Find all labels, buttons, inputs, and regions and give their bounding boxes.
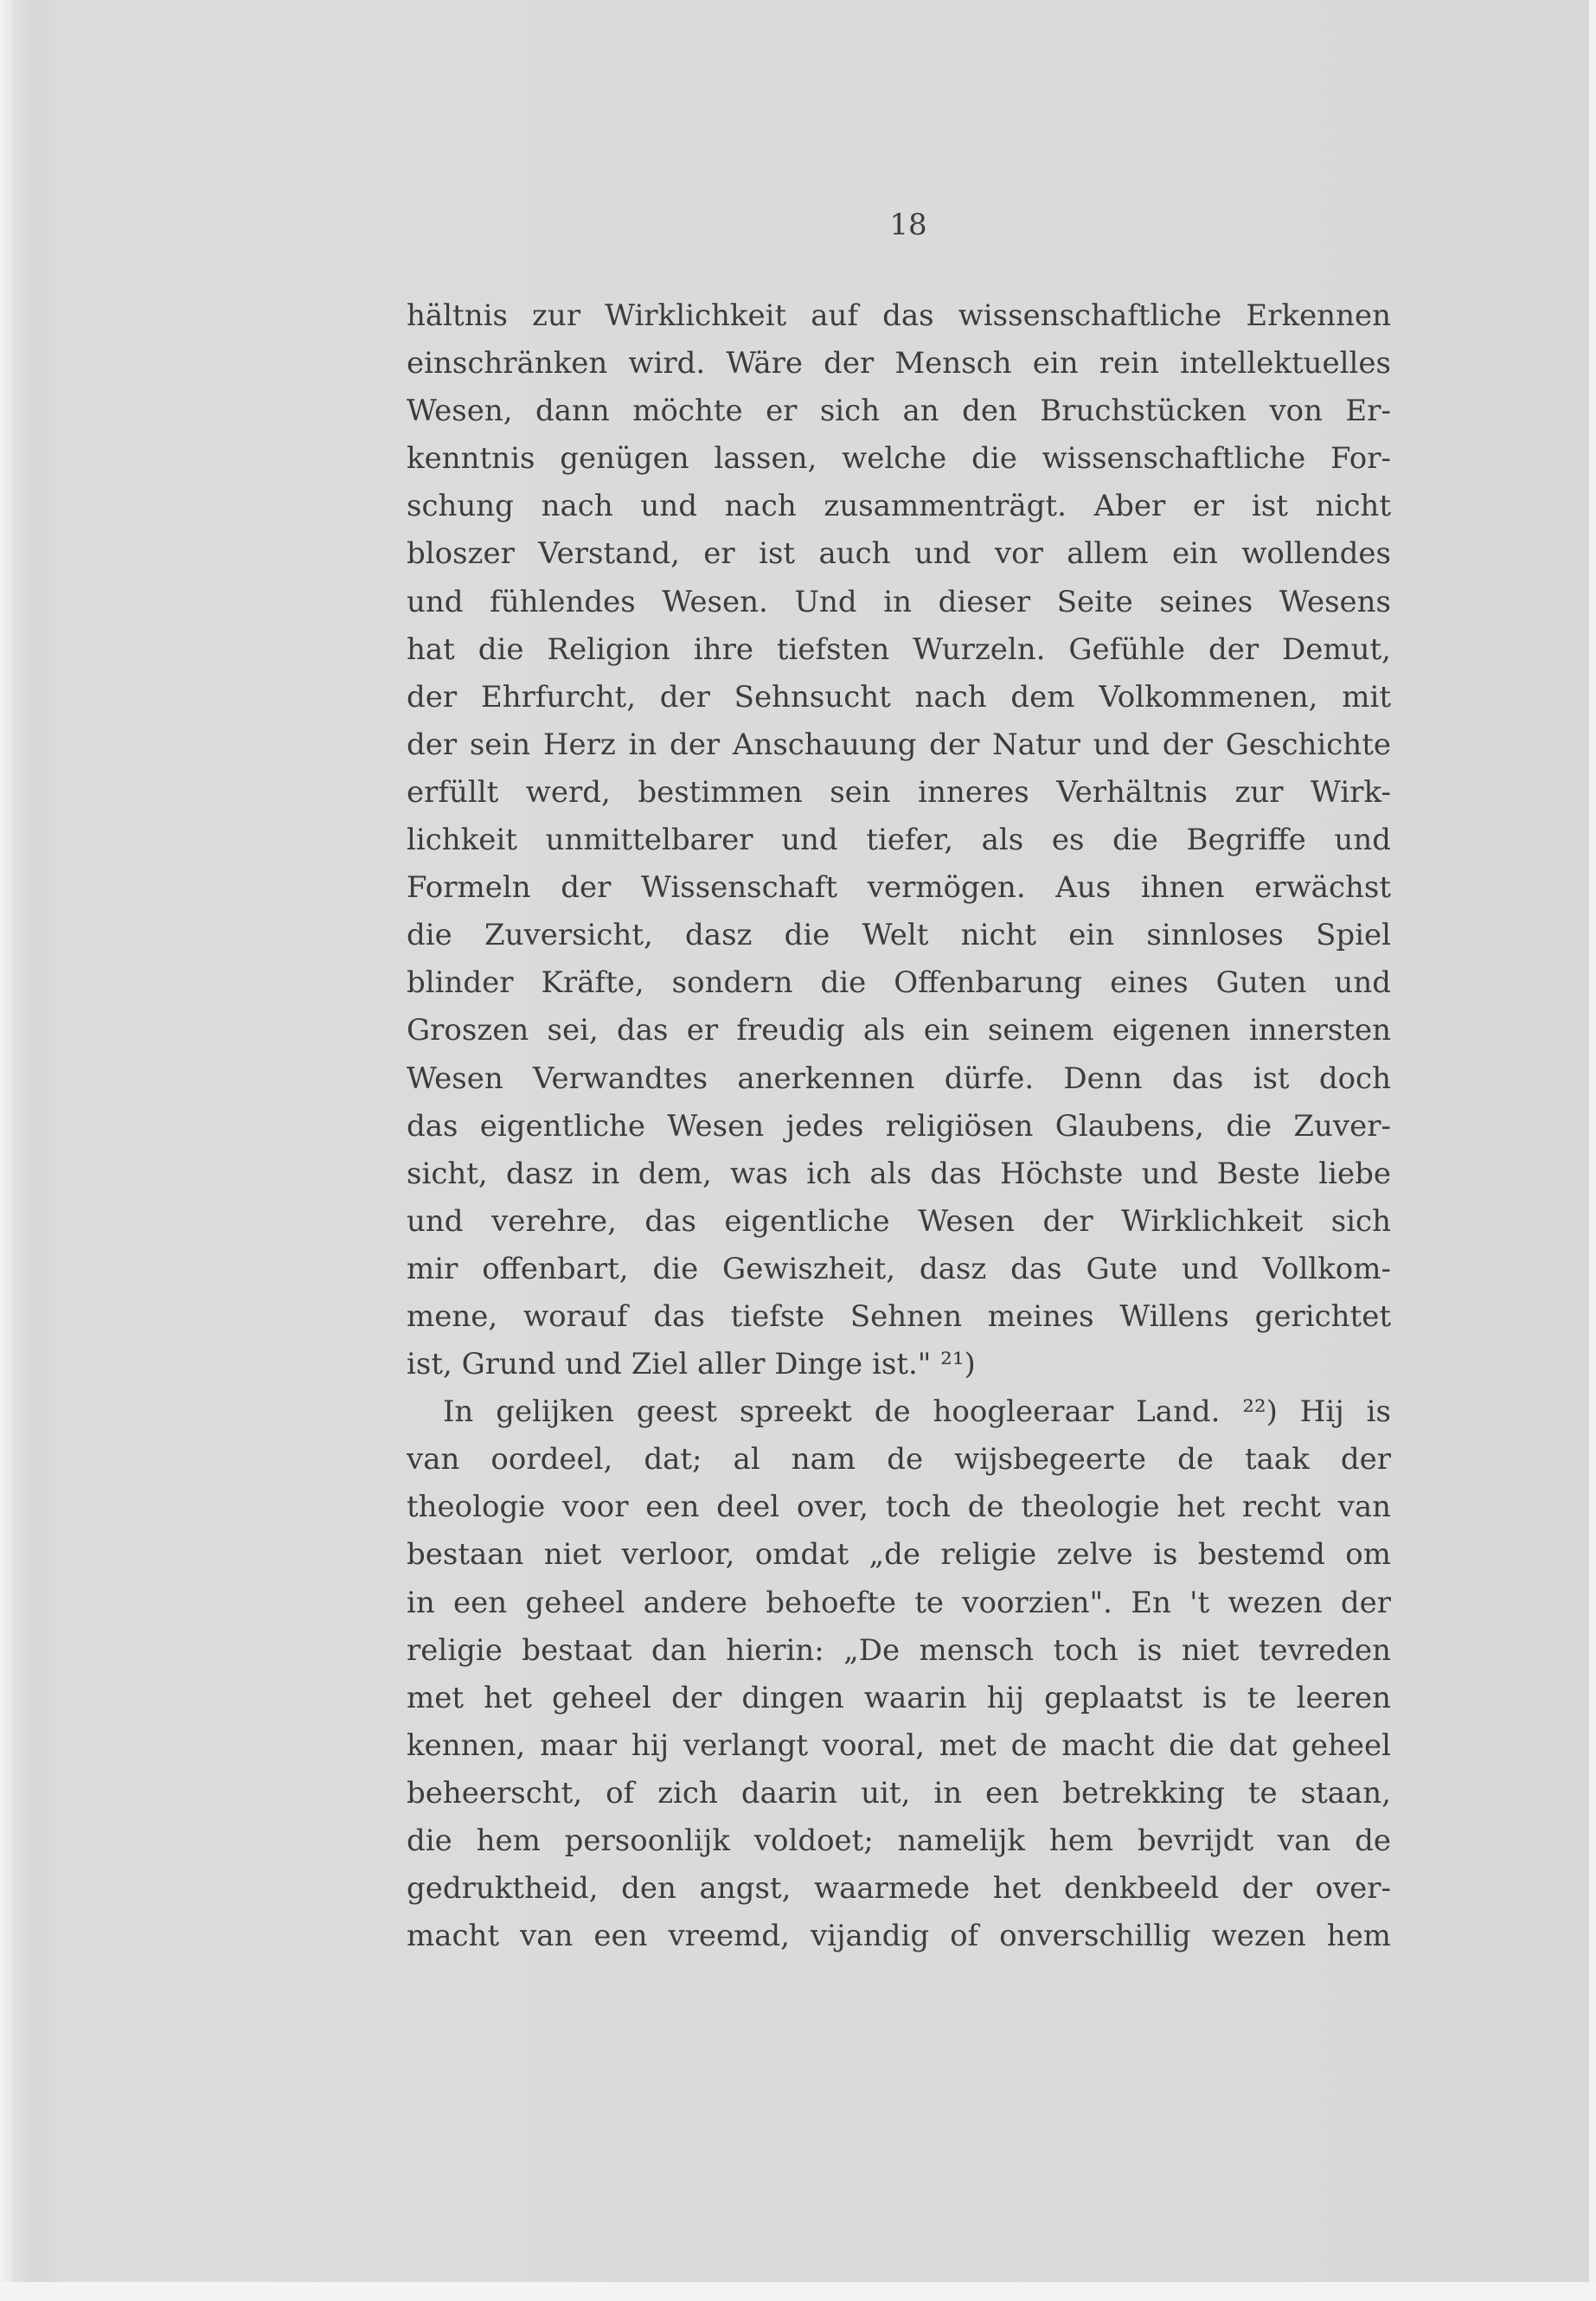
text-line: bestaan niet verloor, omdat „de religie zelve is bestemd om — [407, 1537, 1391, 1573]
page-number: 18 — [889, 208, 927, 242]
text-line: hältnis zur Wirklichkeit auf das wissenschaftliche Erkennen — [407, 298, 1391, 333]
text-line: Formeln der Wissenschaft vermögen. Aus ihnen erwächst — [407, 870, 1391, 906]
text-line: und fühlendes Wesen. Und in dieser Seite seines Wesens — [407, 584, 1391, 619]
text-line: religie bestaat dan hierin: „De mensch toch is niet tevreden — [407, 1632, 1391, 1668]
text-line: die Zuversicht, dasz die Welt nicht ein sinnloses Spiel — [407, 918, 1391, 953]
text-line: Wesen, dann möchte er sich an den Bruchstücken von Er- — [407, 394, 1391, 429]
page-left-edge — [0, 0, 12, 2301]
text-line: van oordeel, dat; al nam de wijsbegeerte de taak der — [407, 1442, 1391, 1477]
text-line: macht van een vreemd, vijandig of onverschillig wezen hem — [407, 1919, 1391, 1954]
paragraph-start-line: In gelijken geest spreekt de hoogleeraar Land. ²²) Hij is — [443, 1394, 1391, 1430]
text-line: blinder Kräfte, sondern die Offenbarung eines Guten und — [407, 965, 1391, 1001]
text-line: bloszer Verstand, er ist auch und vor allem ein wollendes — [407, 536, 1391, 572]
text-line: der Ehrfurcht, der Sehnsucht nach dem Volkommenen, mit — [407, 679, 1391, 715]
text-line: Groszen sei, das er freudig als ein seinem eigenen innersten — [407, 1013, 1391, 1048]
page-right-edge — [1589, 0, 1596, 2301]
text-line: der sein Herz in der Anschauung der Natur und der Geschichte — [407, 727, 1391, 762]
text-line: sicht, dasz in dem, was ich als das Höchste und Beste liebe — [407, 1156, 1391, 1191]
text-line: beheerscht, of zich daarin uit, in een betrekking te staan, — [407, 1775, 1391, 1811]
text-line: met het geheel der dingen waarin hij geplaatst is te leeren — [407, 1680, 1391, 1715]
text-line: das eigentliche Wesen jedes religiösen Glaubens, die Zuver- — [407, 1108, 1391, 1144]
text-line: Wesen Verwandtes anerkennen dürfe. Denn das ist doch — [407, 1061, 1391, 1096]
text-line: lichkeit unmittelbarer und tiefer, als es die Begriffe und — [407, 823, 1391, 858]
text-line: kenntnis genügen lassen, welche die wissenschaftliche For- — [407, 441, 1391, 477]
text-line: kennen, maar hij verlangt vooral, met de macht die dat geheel — [407, 1727, 1391, 1763]
text-line: hat die Religion ihre tiefsten Wurzeln. Gefühle der Demut, — [407, 631, 1391, 667]
text-line: in een geheel andere behoefte te voorzien". En 't wezen der — [407, 1585, 1391, 1620]
page-bottom-edge — [0, 2282, 1596, 2301]
text-line: erfüllt werd, bestimmen sein inneres Verhältnis zur Wirk- — [407, 774, 1391, 810]
text-line: theologie voor een deel over, toch de theologie het recht van — [407, 1490, 1391, 1525]
text-line: einschränken wird. Wäre der Mensch ein rein intellektuelles — [407, 346, 1391, 381]
text-line: gedruktheid, den angst, waarmede het denkbeeld der over- — [407, 1871, 1391, 1907]
text-line: schung nach und nach zusammenträgt. Aber er ist nicht — [407, 489, 1391, 524]
paragraph-end-line: ist, Grund und Ziel aller Dinge ist." ²¹) — [407, 1347, 976, 1382]
text-line: mene, worauf das tiefste Sehnen meines Willens gerichtet — [407, 1298, 1391, 1334]
text-line: die hem persoonlijk voldoet; namelijk hem bevrijdt van de — [407, 1823, 1391, 1858]
text-line: mir offenbart, die Gewiszheit, dasz das Gute und Vollkom- — [407, 1251, 1391, 1286]
text-line: und verehre, das eigentliche Wesen der Wirklichkeit sich — [407, 1203, 1391, 1239]
body-text — [407, 292, 1391, 1960]
